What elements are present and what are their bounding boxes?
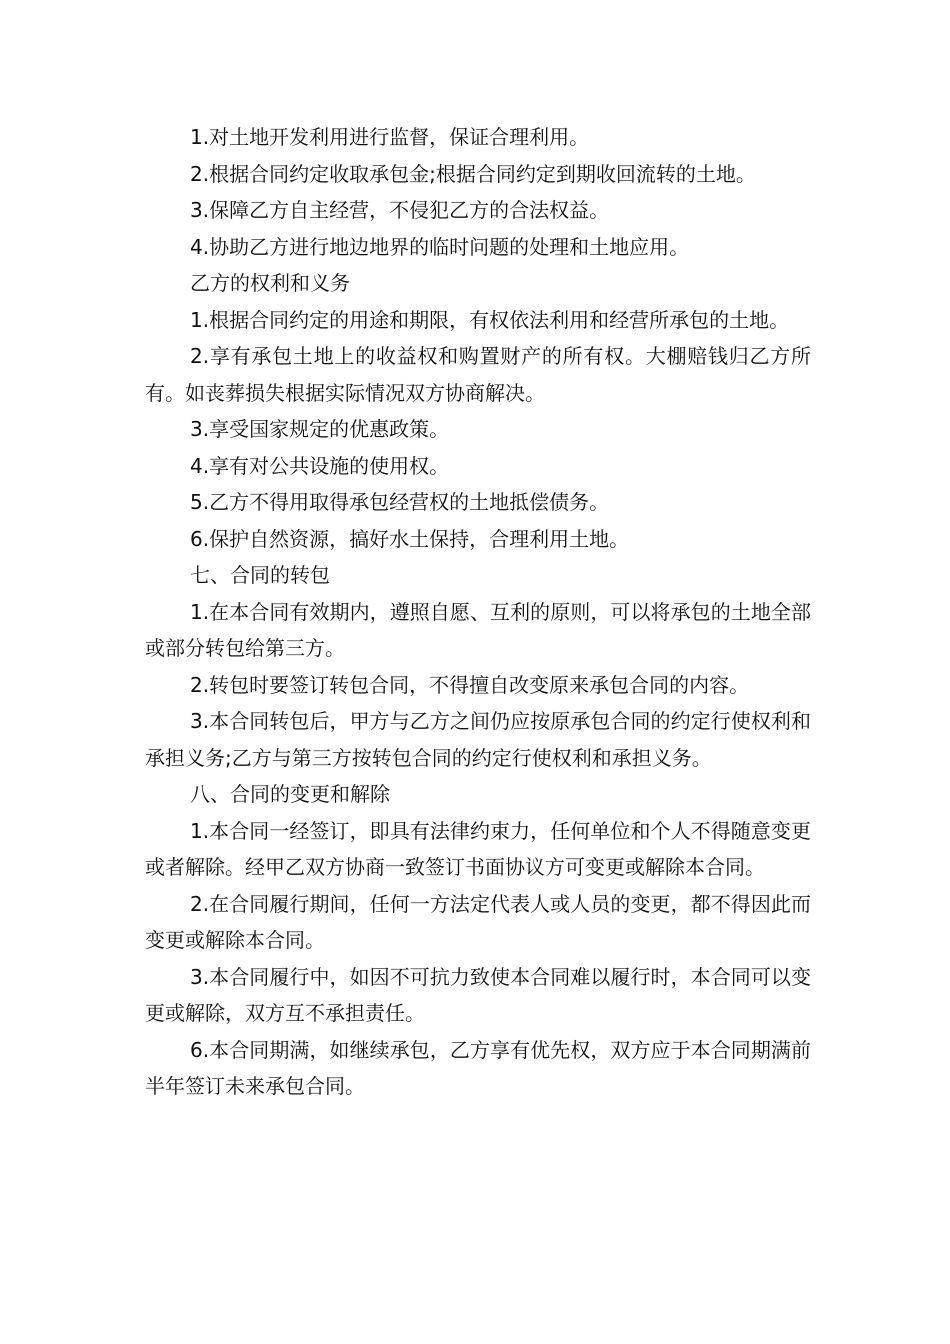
- section-heading-change-termination: 八、合同的变更和解除: [190, 782, 390, 806]
- paragraph-11: 6.保护自然资源，搞好水土保持，合理利用土地。: [190, 526, 630, 551]
- paragraph-4: 4.协助乙方进行地边地界的临时问题的处理和土地应用。: [190, 234, 690, 259]
- paragraph-17: 1.本合同一经签订，即具有法律约束力，任何单位和个人不得随意变更或者解除。经甲乙双方协商一致签订书面协议方可变更或解除本合同。: [145, 818, 811, 879]
- paragraph-7: 2.享有承包土地上的收益权和购置财产的所有权。大棚赔钱归乙方所有。如丧葬损失根据实际情况双方协商解决。: [145, 344, 811, 405]
- paragraph-9: 4.享有对公共设施的使用权。: [190, 453, 450, 478]
- paragraph-6: 1.根据合同约定的用途和期限，有权依法利用和经营所承包的土地。: [190, 307, 790, 332]
- paragraph-14: 2.转包时要签订转包合同，不得擅自改变原来承包合同的内容。: [190, 672, 750, 697]
- section-heading-party-b: 乙方的权利和义务: [190, 271, 350, 295]
- paragraph-3: 3.保障乙方自主经营，不侵犯乙方的合法权益。: [190, 198, 610, 222]
- paragraph-20: 6.本合同期满，如继续承包，乙方享有优先权，双方应于本合同期满前半年签订未来承包合同。: [145, 1037, 811, 1098]
- paragraph-10: 5.乙方不得用取得承包经营权的土地抵偿债务。: [190, 490, 610, 514]
- paragraph-2: 2.根据合同约定收取承包金;根据合同约定到期收回流转的土地。: [190, 161, 756, 186]
- document-body: [145, 119, 811, 1105]
- paragraph-8: 3.享受国家规定的优惠政策。: [190, 417, 450, 441]
- paragraph-13: 1.在本合同有效期内，遵照自愿、互利的原则，可以将承包的土地全部或部分转包给第三方。: [145, 599, 811, 660]
- paragraph-19: 3.本合同履行中，如因不可抗力致使本合同难以履行时，本合同可以变更或解除，双方互不承担责任。: [145, 964, 811, 1025]
- paragraph-1: 1.对土地开发利用进行监督，保证合理利用。: [190, 125, 590, 149]
- paragraph-15: 3.本合同转包后，甲方与乙方之间仍应按原承包合同的约定行使权利和承担义务;乙方与第三方按转包合同的约定行使权利和承担义务。: [145, 709, 811, 770]
- paragraph-18: 2.在合同履行期间，任何一方法定代表人或人员的变更，都不得因此而变更或解除本合同。: [145, 891, 811, 952]
- section-heading-subcontract: 七、合同的转包: [190, 563, 330, 587]
